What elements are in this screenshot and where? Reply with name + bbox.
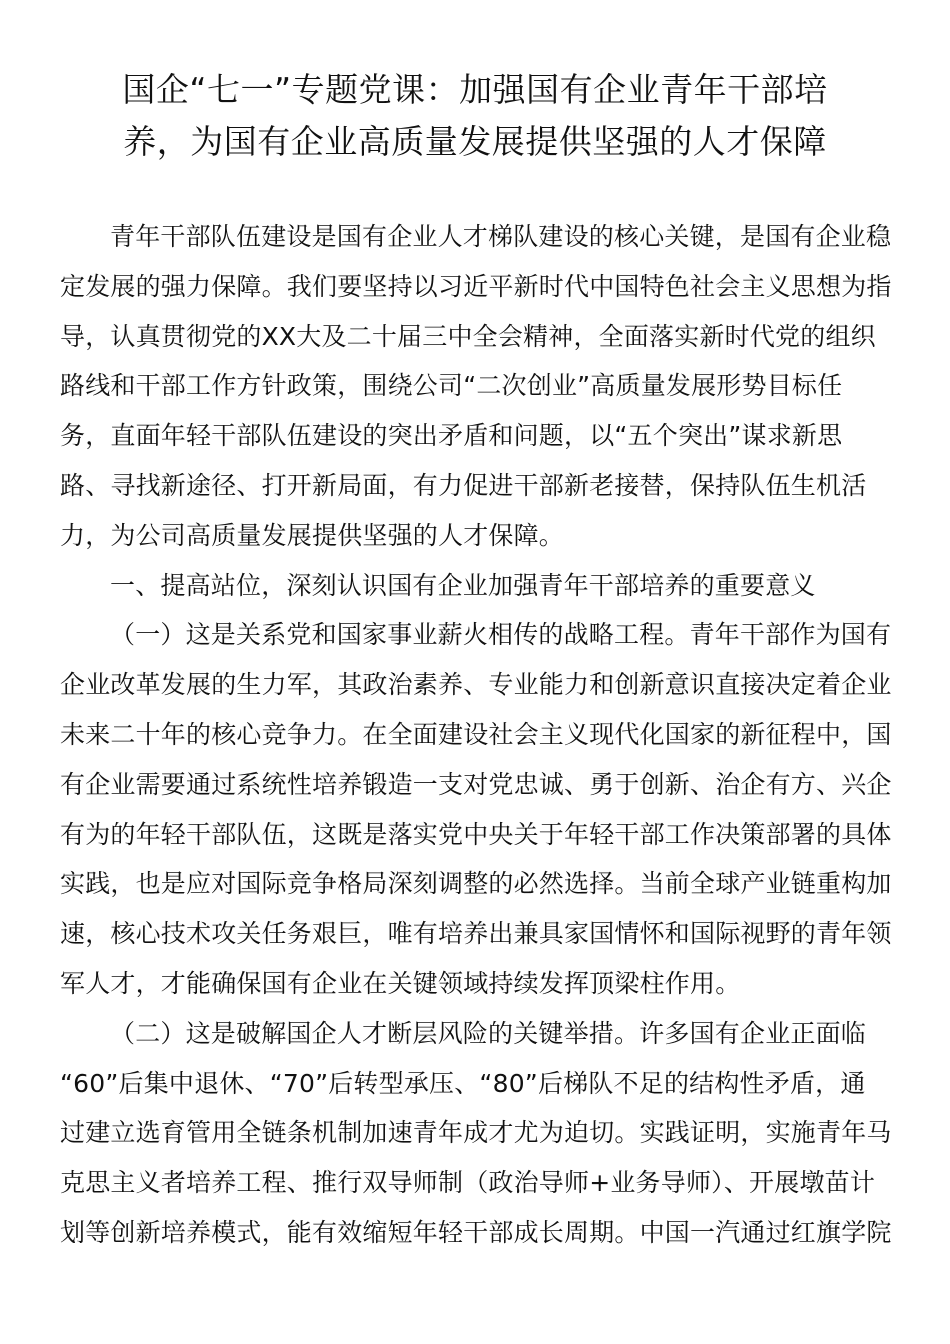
title-line: 养，为国有企业高质量发展提供坚强的人才保障 bbox=[123, 122, 827, 161]
intro-paragraph bbox=[60, 212, 890, 561]
title-line: 国企“七一”专题党课：加强国有企业青年干部培 bbox=[122, 70, 828, 109]
document-body bbox=[60, 212, 890, 1258]
text-line: 克思主义者培养工程、推行双导师制（政治导师+业务导师）、开展墩苗计 bbox=[60, 1168, 876, 1198]
text-line: 务，直面年轻干部队伍建设的突出矛盾和问题，以“五个突出”谋求新思 bbox=[60, 421, 843, 451]
text-line: 路、寻找新途径、打开新局面，有力促进干部新老接替，保持队伍生机活 bbox=[60, 470, 867, 500]
text-line: 未来二十年的核心竞争力。在全面建设社会主义现代化国家的新征程中，国 bbox=[60, 719, 892, 749]
subsection-paragraph bbox=[60, 1009, 890, 1258]
text-line: 定发展的强力保障。我们要坚持以习近平新时代中国特色社会主义思想为指 bbox=[60, 271, 892, 301]
document-title bbox=[60, 64, 890, 168]
text-line: 军人才，才能确保国有企业在关键领域持续发挥顶梁柱作用。 bbox=[60, 968, 741, 998]
text-line: 有为的年轻干部队伍，这既是落实党中央关于年轻干部工作决策部署的具体 bbox=[60, 819, 892, 849]
text-line: 导，认真贯彻党的XX大及二十届三中全会精神，全面落实新时代党的组织 bbox=[60, 321, 876, 351]
text-line: “60”后集中退休、“70”后转型承压、“80”后梯队不足的结构性矛盾，通 bbox=[60, 1068, 866, 1098]
text-line: 实践，也是应对国际竞争格局深刻调整的必然选择。当前全球产业链重构加 bbox=[60, 869, 892, 899]
text-line: 有企业需要通过系统性培养锻造一支对党忠诚、勇于创新、治企有方、兴企 bbox=[60, 769, 892, 799]
section-heading bbox=[60, 561, 890, 611]
text-line: 青年干部队伍建设是国有企业人才梯队建设的核心关键，是国有企业稳 bbox=[110, 222, 892, 251]
text-line: 过建立选育管用全链条机制加速青年成才尤为迫切。实践证明，实施青年马 bbox=[60, 1118, 892, 1148]
text-line: 企业改革发展的生力军，其政治素养、专业能力和创新意识直接决定着企业 bbox=[60, 670, 892, 700]
subsection-paragraph bbox=[60, 610, 890, 1008]
text-line: 速，核心技术攻关任务艰巨，唯有培养出兼具家国情怀和国际视野的青年领 bbox=[60, 919, 892, 949]
text-line: （二）这是破解国企人才断层风险的关键举措。许多国有企业正面临 bbox=[110, 1018, 867, 1048]
heading-line: 一、提高站位，深刻认识国有企业加强青年干部培养的重要意义 bbox=[110, 570, 816, 600]
text-line: 划等创新培养模式，能有效缩短年轻干部成长周期。中国一汽通过红旗学院 bbox=[60, 1217, 892, 1247]
text-line: 力，为公司高质量发展提供坚强的人才保障。 bbox=[60, 520, 565, 550]
text-line: （一）这是关系党和国家事业薪火相传的战略工程。青年干部作为国有 bbox=[110, 620, 892, 650]
text-line: 路线和干部工作方针政策，围绕公司“二次创业”高质量发展形势目标任 bbox=[60, 371, 843, 401]
